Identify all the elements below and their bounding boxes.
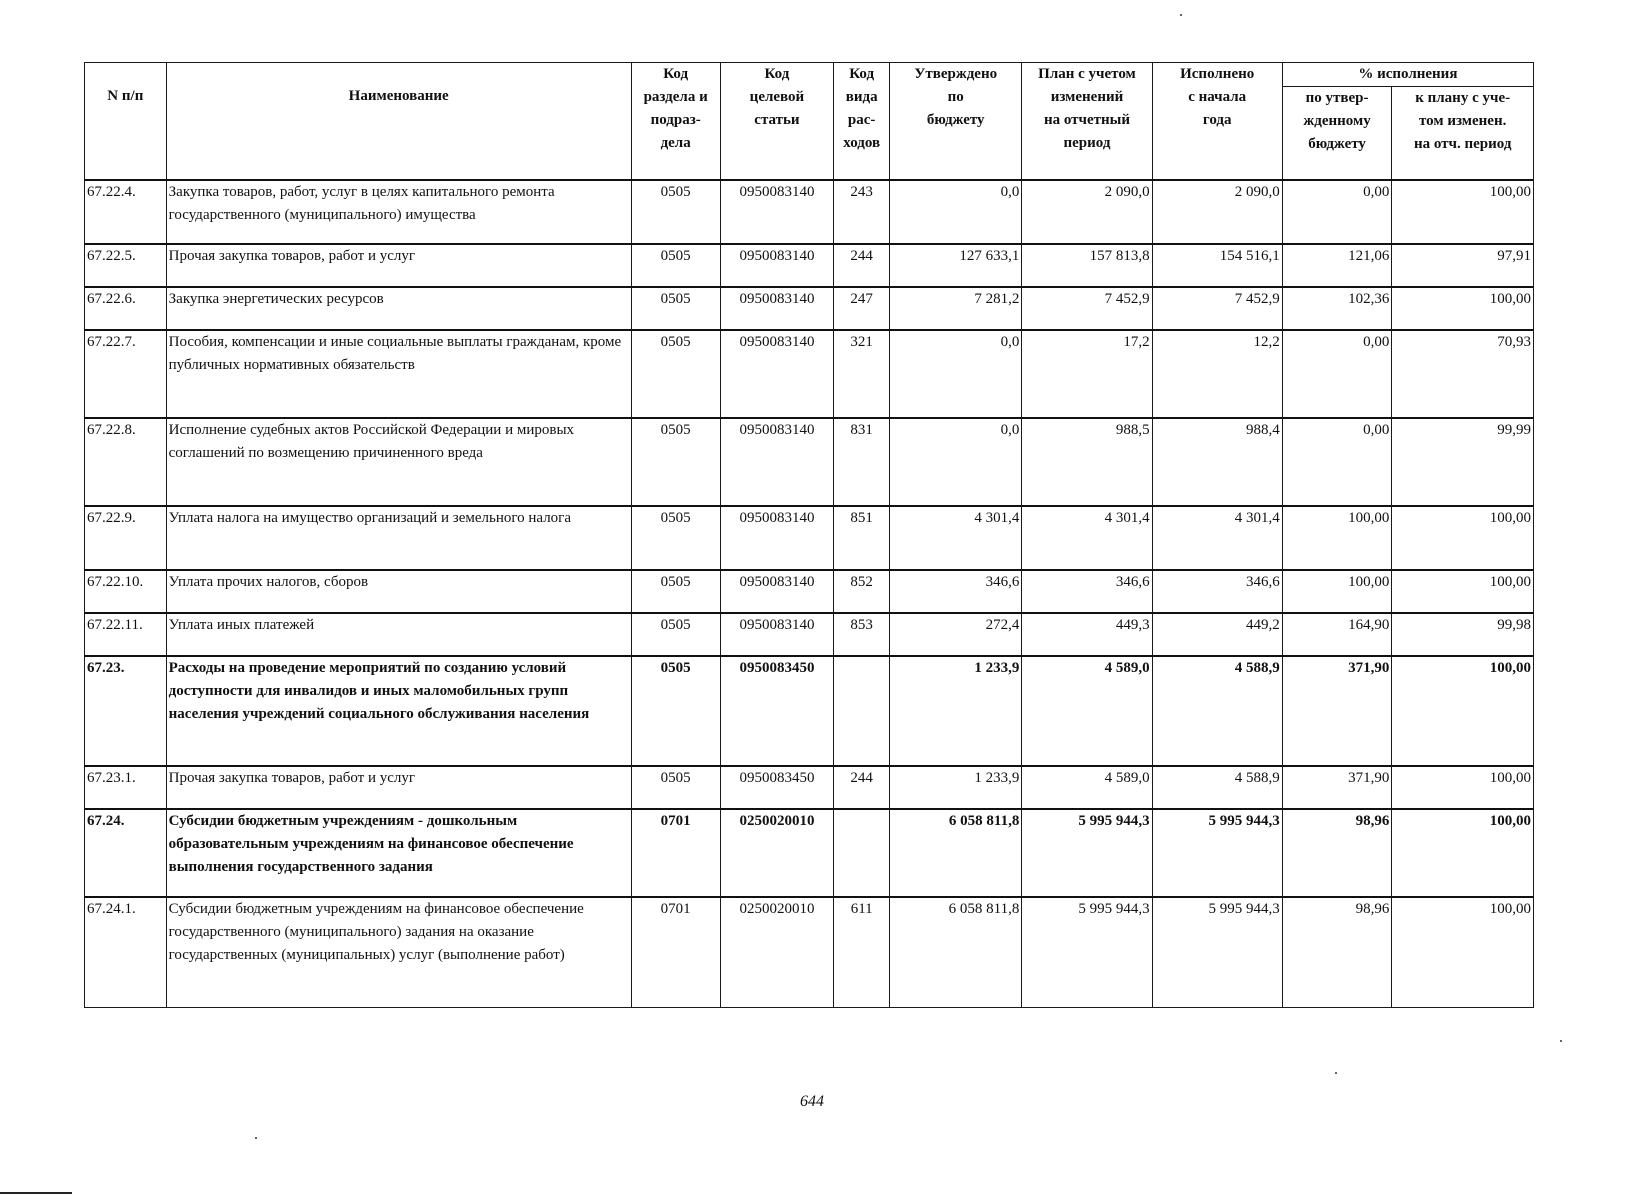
row-pct-budget: 371,90 [1282,766,1392,809]
header-line: изменений [1050,89,1124,105]
table-row [85,506,1534,570]
row-section-code: 0505 [631,613,720,656]
row-pct-budget: 102,36 [1282,287,1392,330]
row-pct-plan: 100,00 [1392,287,1534,330]
row-index: 67.23. [85,656,167,766]
row-section-code: 0505 [631,656,720,766]
header-line: ходов [843,135,881,151]
row-section-code: 0505 [631,180,720,244]
row-expense-type: 243 [834,180,890,244]
row-section-code: 0505 [631,766,720,809]
row-plan: 988,5 [1022,418,1152,506]
row-plan: 17,2 [1022,330,1152,418]
row-target-code: 0950083450 [720,766,834,809]
row-pct-budget: 371,90 [1282,656,1392,766]
row-approved: 0,0 [890,418,1022,506]
row-pct-budget: 100,00 [1282,506,1392,570]
row-plan: 5 995 944,3 [1022,897,1152,1007]
row-approved: 127 633,1 [890,244,1022,287]
row-executed: 5 995 944,3 [1152,897,1282,1007]
row-index: 67.22.8. [85,418,167,506]
header-line: Код [764,66,790,82]
row-section-code: 0505 [631,287,720,330]
row-plan: 4 589,0 [1022,766,1152,809]
row-expense-type: 853 [834,613,890,656]
row-expense-type: 851 [834,506,890,570]
row-pct-budget: 98,96 [1282,809,1392,897]
table-row [85,244,1534,287]
table-row [85,570,1534,613]
row-pct-plan: 99,99 [1392,418,1534,506]
header-section-code [631,63,720,181]
row-pct-plan: 100,00 [1392,570,1534,613]
row-approved: 6 058 811,8 [890,897,1022,1007]
row-pct-plan: 100,00 [1392,656,1534,766]
row-executed: 449,2 [1152,613,1282,656]
row-approved: 7 281,2 [890,287,1022,330]
row-pct-budget: 164,90 [1282,613,1392,656]
header-expense-type-code [834,63,890,181]
row-target-code: 0250020010 [720,809,834,897]
page-number: 644 [800,1093,824,1110]
header-line: к плану с уче- [1415,90,1511,106]
row-section-code: 0505 [631,330,720,418]
row-executed: 4 588,9 [1152,656,1282,766]
table-body [85,180,1534,1007]
row-plan: 7 452,9 [1022,287,1152,330]
table-row [85,330,1534,418]
row-index: 67.22.5. [85,244,167,287]
row-pct-budget: 0,00 [1282,330,1392,418]
row-pct-plan: 100,00 [1392,766,1534,809]
row-pct-plan: 70,93 [1392,330,1534,418]
header-line: жденному [1303,113,1371,129]
header-line: подраз- [650,112,701,128]
row-pct-plan: 97,91 [1392,244,1534,287]
header-line: по [947,89,964,105]
row-pct-plan: 100,00 [1392,897,1534,1007]
row-name: Уплата налога на имущество организаций и земельного налога [166,506,631,570]
row-approved: 1 233,9 [890,766,1022,809]
scan-speck [1180,14,1182,16]
scan-speck [1335,1072,1337,1074]
row-target-code: 0950083140 [720,506,834,570]
row-plan: 2 090,0 [1022,180,1152,244]
header-line: Исполнено [1180,66,1255,82]
table-row [85,418,1534,506]
row-target-code: 0950083140 [720,287,834,330]
table-header [85,63,1534,181]
row-plan: 5 995 944,3 [1022,809,1152,897]
table-row [85,809,1534,897]
header-target-code [720,63,834,181]
row-pct-budget: 0,00 [1282,180,1392,244]
row-expense-type: 611 [834,897,890,1007]
table-row [85,897,1534,1007]
row-approved: 1 233,9 [890,656,1022,766]
row-executed: 346,6 [1152,570,1282,613]
row-name: Субсидии бюджетным учреждениям на финансовое обеспечение государственного (муниципального) задания на оказание государственных (муниципальных) услуг (выполнение работ) [166,897,631,1007]
row-executed: 988,4 [1152,418,1282,506]
header-line: бюджету [926,112,985,128]
budget-execution-table [84,62,1534,1008]
header-pct-group: % исполнения [1282,63,1533,87]
scan-speck [1560,1040,1562,1042]
table-row [85,613,1534,656]
row-target-code: 0950083140 [720,244,834,287]
header-line: бюджету [1308,136,1366,152]
header-line: с начала [1188,89,1247,105]
row-name: Исполнение судебных актов Российской Федерации и мировых соглашений по возмещению причиненного вреда [166,418,631,506]
row-index: 67.22.10. [85,570,167,613]
header-approved [890,63,1022,181]
header-line: период [1063,135,1111,151]
row-index: 67.23.1. [85,766,167,809]
scan-edge-line [0,1192,72,1194]
row-pct-budget: 121,06 [1282,244,1392,287]
row-index: 67.24. [85,809,167,897]
header-line: рас- [847,112,876,128]
row-pct-budget: 0,00 [1282,418,1392,506]
header-line: Код [663,66,689,82]
row-executed: 2 090,0 [1152,180,1282,244]
header-line: на отчетный [1043,112,1130,128]
header-line: целевой [749,89,805,105]
row-expense-type [834,656,890,766]
row-pct-plan: 100,00 [1392,506,1534,570]
header-line: года [1202,112,1232,128]
header-name: Наименование [166,63,631,181]
row-executed: 5 995 944,3 [1152,809,1282,897]
row-pct-plan: 99,98 [1392,613,1534,656]
row-name: Прочая закупка товаров, работ и услуг [166,766,631,809]
row-target-code: 0950083140 [720,330,834,418]
row-expense-type: 244 [834,766,890,809]
row-index: 67.22.7. [85,330,167,418]
header-executed [1152,63,1282,181]
row-plan: 449,3 [1022,613,1152,656]
row-name: Прочая закупка товаров, работ и услуг [166,244,631,287]
header-num: N п/п [85,63,167,181]
row-plan: 4 301,4 [1022,506,1152,570]
row-approved: 0,0 [890,180,1022,244]
header-line: на отч. период [1413,136,1512,152]
row-section-code: 0505 [631,506,720,570]
row-target-code: 0950083140 [720,180,834,244]
row-plan: 4 589,0 [1022,656,1152,766]
row-expense-type [834,809,890,897]
header-pct-budget [1282,87,1392,181]
row-target-code: 0950083140 [720,570,834,613]
row-pct-plan: 100,00 [1392,180,1534,244]
row-section-code: 0505 [631,570,720,613]
header-line: раздела и [643,89,708,105]
table-row [85,656,1534,766]
row-executed: 12,2 [1152,330,1282,418]
row-target-code: 0950083140 [720,613,834,656]
table-row [85,287,1534,330]
row-approved: 346,6 [890,570,1022,613]
row-approved: 0,0 [890,330,1022,418]
header-line: Утверждено [914,66,998,82]
header-line: Код [849,66,875,82]
row-executed: 4 301,4 [1152,506,1282,570]
row-executed: 7 452,9 [1152,287,1282,330]
table-row [85,766,1534,809]
header-plan [1022,63,1152,181]
row-expense-type: 244 [834,244,890,287]
header-pct-plan [1392,87,1534,181]
row-expense-type: 247 [834,287,890,330]
row-target-code: 0950083140 [720,418,834,506]
row-index: 67.22.4. [85,180,167,244]
header-line: дела [660,135,691,151]
row-index: 67.22.9. [85,506,167,570]
row-name: Пособия, компенсации и иные социальные выплаты гражданам, кроме публичных нормативных обязательств [166,330,631,418]
row-index: 67.24.1. [85,897,167,1007]
row-approved: 6 058 811,8 [890,809,1022,897]
row-section-code: 0505 [631,244,720,287]
row-executed: 154 516,1 [1152,244,1282,287]
row-pct-budget: 100,00 [1282,570,1392,613]
row-index: 67.22.11. [85,613,167,656]
row-approved: 272,4 [890,613,1022,656]
row-name: Расходы на проведение мероприятий по созданию условий доступности для инвалидов и иных маломобильных групп населения учреждений социального обслуживания населения [166,656,631,766]
header-line: по утвер- [1305,90,1369,106]
scan-speck [255,1137,257,1139]
row-pct-plan: 100,00 [1392,809,1534,897]
row-name: Субсидии бюджетным учреждениям - дошкольным образовательным учреждениям на финансовое обеспечение выполнения государственного задания [166,809,631,897]
row-name: Уплата прочих налогов, сборов [166,570,631,613]
row-section-code: 0701 [631,809,720,897]
row-name: Уплата иных платежей [166,613,631,656]
row-name: Закупка энергетических ресурсов [166,287,631,330]
row-section-code: 0701 [631,897,720,1007]
row-approved: 4 301,4 [890,506,1022,570]
row-expense-type: 831 [834,418,890,506]
row-target-code: 0250020010 [720,897,834,1007]
row-index: 67.22.6. [85,287,167,330]
header-line: статьи [754,112,800,128]
row-executed: 4 588,9 [1152,766,1282,809]
row-pct-budget: 98,96 [1282,897,1392,1007]
row-section-code: 0505 [631,418,720,506]
row-expense-type: 852 [834,570,890,613]
header-line: том изменен. [1418,113,1507,129]
header-line: План с учетом [1038,66,1136,82]
row-plan: 157 813,8 [1022,244,1152,287]
row-name: Закупка товаров, работ, услуг в целях капитального ремонта государственного (муниципального) имущества [166,180,631,244]
header-line: вида [845,89,878,105]
row-target-code: 0950083450 [720,656,834,766]
row-plan: 346,6 [1022,570,1152,613]
row-expense-type: 321 [834,330,890,418]
table-row [85,180,1534,244]
